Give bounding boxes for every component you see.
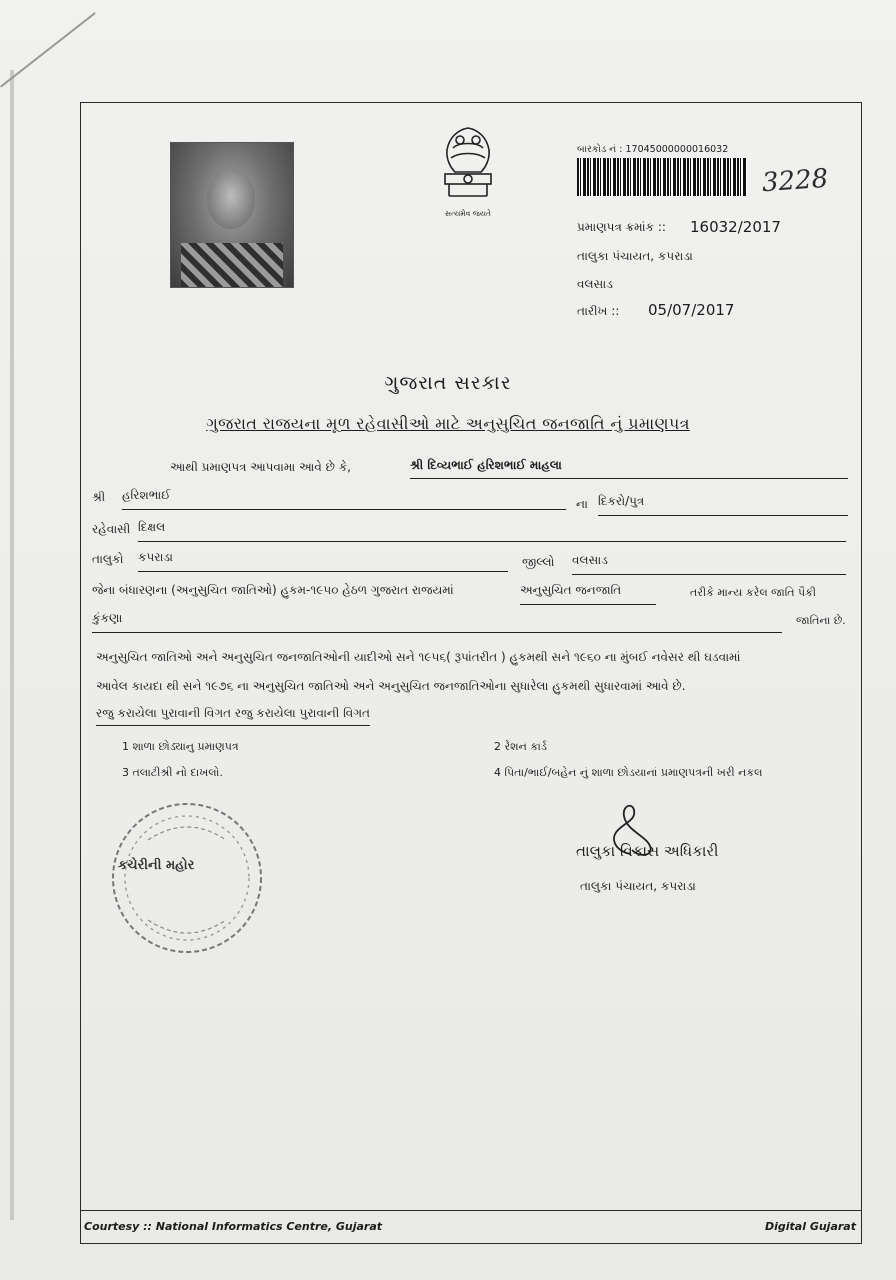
- barcode: [577, 158, 747, 196]
- intro-text: આથી પ્રમાણપત્ર આપવામા આવે છે કે,: [170, 460, 351, 474]
- document-number: 3: [122, 766, 129, 779]
- holder-photo: [170, 142, 294, 288]
- relation-label: ના: [576, 497, 588, 511]
- government-title: ગુજરાત સરકાર: [384, 372, 512, 394]
- order-text: જેના બંધારણના (અનુસુચિત જાતિઓ) હુકમ-૧૯૫૦ હેઠળ ગુજરાત રાજયમાં: [92, 583, 454, 597]
- photo-shirt: [181, 243, 283, 287]
- resident-label: રહેવાસી: [92, 522, 131, 536]
- emblem-caption: સત્યમેવ જયતે: [445, 209, 491, 218]
- certificate-title: ગુજરાત રાજયના મૂળ રહેવાસીઓ માટે અનુસુચિત જનજાતિ નું પ્રમાણપત્ર: [206, 414, 690, 433]
- category-value: અનુસુચિત જનજાતિ: [520, 583, 656, 605]
- relation-value: દિકરો/પુત્ર: [598, 494, 848, 516]
- holder-name: શ્રી દિવ્યભાઈ હરિશભાઈ માહલા: [410, 458, 848, 479]
- documents-heading: રજુ કરાયેલા પુરાવાની વિગત રજુ કરાયેલા પુરાવાની વિગત: [96, 706, 370, 726]
- document-text: શાળા છોડ્યાનુ પ્રમાણપત્ર: [132, 740, 239, 753]
- resident-value: દિક્ષલ: [138, 520, 846, 542]
- date-label: તારીખ ::: [577, 304, 620, 318]
- paragraph-line-2: આવેલ કાયદા થી સને ૧૯૭૬ ના અનુસુચિત જાતિઓ અને અનુસુચિત જનજાતિઓના સુધારેલા હુકમથી સુધારવામાં આવે છે.: [96, 679, 686, 693]
- document-number: 4: [494, 766, 501, 779]
- father-name: હરિશભાઈ: [122, 488, 566, 510]
- footer-courtesy: Courtesy :: National Informatics Centre, Gujarat: [84, 1220, 383, 1233]
- district-value: વલસાડ: [572, 553, 846, 575]
- caste-value: કુંકણા: [92, 611, 782, 633]
- date-value: 05/07/2017: [648, 301, 735, 319]
- recognized-text: તરીકે માન્ય કરેલ જાતિ પૈકી: [690, 586, 817, 599]
- issuing-district: વલસાડ: [577, 277, 613, 291]
- office-seal-stamp: [108, 800, 266, 956]
- document-item: [122, 766, 223, 780]
- barcode-label: બારકોડ નં : 17045000000016032: [577, 144, 729, 155]
- document-item: [122, 740, 239, 754]
- caste-suffix: જાતિના છે.: [796, 614, 846, 627]
- shri-label: શ્રી: [92, 490, 106, 504]
- footer-divider: [80, 1210, 862, 1211]
- signatory-title: તાલુકા વિકાસ અધિકારી: [576, 842, 719, 860]
- footer-brand: Digital Gujarat: [765, 1220, 856, 1233]
- taluka-value: કપરાડા: [138, 550, 508, 572]
- taluka-label: તાલુકો: [92, 552, 124, 566]
- seal-label: કચેરીની મહોર: [118, 858, 195, 873]
- document-number: 1: [122, 740, 129, 753]
- signatory-office: તાલુકા પંચાયત, કપરાડા: [580, 879, 696, 893]
- document-text: રેશન કાર્ડ: [504, 740, 547, 753]
- document-item: [494, 740, 547, 754]
- issuing-office: તાલુકા પંચાયત, કપરાડા: [577, 249, 693, 263]
- document-item: [494, 766, 762, 780]
- handwritten-number: 3228: [761, 163, 830, 199]
- paper-fold-shadow: [10, 70, 14, 1220]
- document-text: તલાટીશ્રી નો દાખલો.: [132, 766, 223, 779]
- district-label: જીલ્લો: [522, 555, 555, 569]
- document-text: પિતા/ભાઈ/બહેન નું શાળા છોડયાનાં પ્રમાણપત્રની ખરી નકલ: [504, 766, 763, 779]
- photo-face: [207, 169, 255, 229]
- paragraph-line-1: અનુસુચિત જાતિઓ અને અનુસુચિત જનજાતિઓની યાદીઓ સને ૧૯૫૬( રૂપાંતરીત ) હુકમથી સને ૧૯૬૦ ના મુંબઈ નવેસર થી ઘડવામાં: [96, 650, 741, 664]
- certificate-number-label: પ્રમાણપત્ર ક્રમાંક ::: [577, 220, 666, 234]
- national-emblem-icon: [433, 122, 503, 220]
- certificate-number-value: 16032/2017: [690, 218, 781, 236]
- document-number: 2: [494, 740, 501, 753]
